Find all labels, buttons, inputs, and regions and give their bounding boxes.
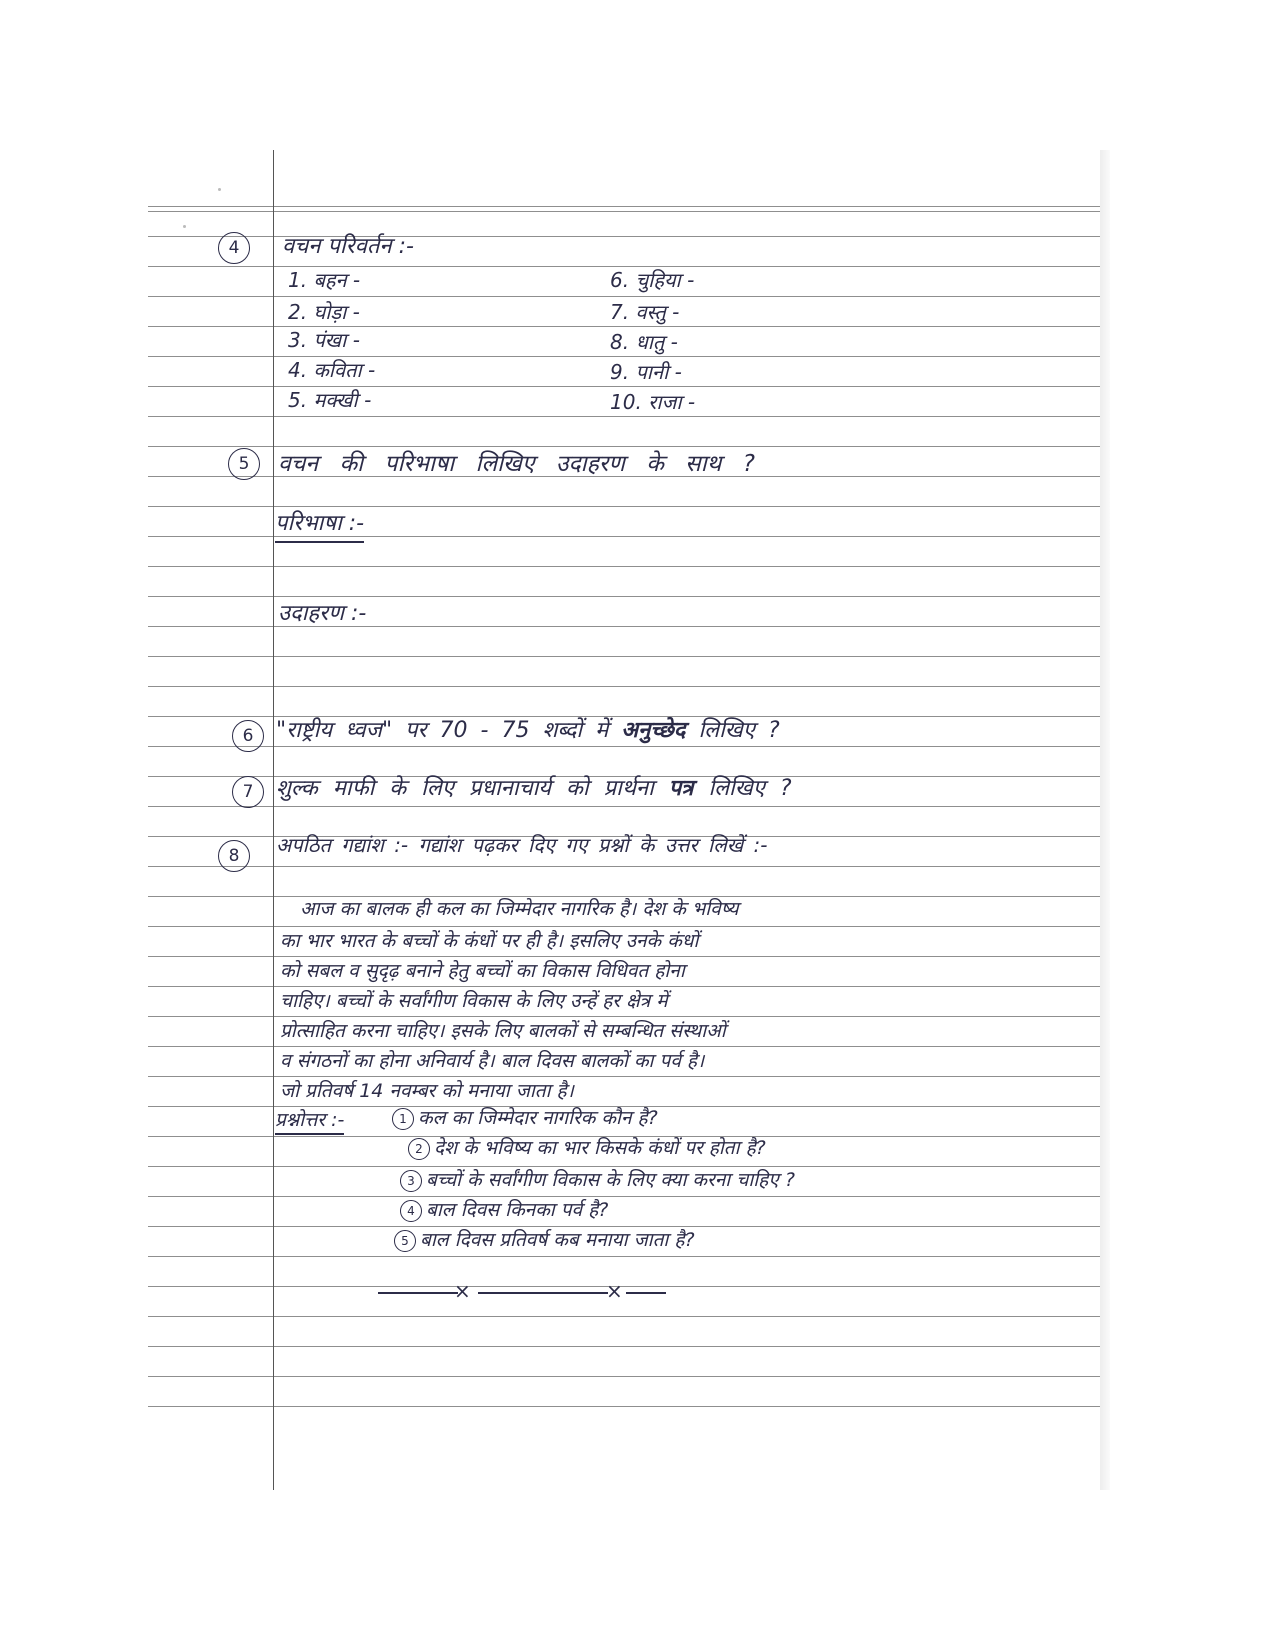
q4-item: 4. कविता - bbox=[288, 358, 376, 382]
definition-label: परिभाषा :- bbox=[275, 507, 364, 543]
ruled-line bbox=[148, 1196, 1108, 1197]
sub-question-number: 1 bbox=[392, 1108, 414, 1130]
passage-line: का भार भारत के बच्चों के कंधों पर ही है। इसलिए उनके कंधों bbox=[280, 930, 699, 952]
scan-speck bbox=[218, 188, 221, 191]
sub-question-5 bbox=[394, 1226, 695, 1252]
qa-label: प्रश्नोत्तर :- bbox=[275, 1106, 344, 1135]
question-6-part1: "राष्ट्रीय ध्वज" पर 70 - 75 शब्दों में bbox=[276, 718, 609, 743]
ruled-line bbox=[148, 686, 1108, 687]
passage-line: को सबल व सुदृढ़ बनाने हेतु बच्चों का विकास विधिवत होना bbox=[280, 960, 685, 982]
ruled-line bbox=[148, 1256, 1108, 1257]
question-6-bold-word: अनुच्छेद bbox=[621, 718, 686, 743]
passage-line: व संगठनों का होना अनिवार्य है। बाल दिवस बालकों का पर्व है। bbox=[280, 1050, 705, 1072]
ruled-line bbox=[148, 416, 1108, 417]
q4-item: 8. धातु - bbox=[610, 330, 678, 354]
ruled-line bbox=[148, 866, 1108, 867]
sub-question-number: 4 bbox=[400, 1200, 422, 1222]
passage-line: चाहिए। बच्चों के सर्वांगीण विकास के लिए उन्हें हर क्षेत्र में bbox=[280, 990, 668, 1012]
question-5-number: 5 bbox=[228, 448, 260, 480]
sub-question-number: 5 bbox=[394, 1230, 416, 1252]
q4-item: 9. पानी - bbox=[610, 360, 682, 384]
question-6-part2: लिखिए ? bbox=[698, 718, 780, 743]
ruled-line bbox=[148, 296, 1108, 297]
q4-item: 7. वस्तु - bbox=[610, 300, 680, 324]
passage-line: आज का बालक ही कल का जिम्मेदार नागरिक है। देश के भविष्य bbox=[300, 898, 739, 920]
end-line bbox=[478, 1292, 608, 1294]
ruled-line bbox=[148, 1316, 1108, 1317]
example-label: उदाहरण :- bbox=[278, 601, 367, 626]
question-7-part2: लिखिए ? bbox=[708, 776, 792, 801]
ruled-line bbox=[148, 746, 1108, 747]
sub-question-3 bbox=[400, 1166, 795, 1192]
ruled-line bbox=[148, 566, 1108, 567]
ruled-line bbox=[148, 656, 1108, 657]
ruled-line bbox=[148, 806, 1108, 807]
question-5-text: वचन की परिभाषा लिखिए उदाहरण के साथ ? bbox=[278, 451, 755, 477]
end-mark: × bbox=[454, 1279, 471, 1303]
sub-question-number: 3 bbox=[400, 1170, 422, 1192]
q4-item: 1. बहन - bbox=[288, 268, 361, 292]
sub-question-4 bbox=[400, 1196, 608, 1222]
q4-item: 10. राजा - bbox=[610, 390, 696, 414]
question-4-number: 4 bbox=[218, 232, 250, 264]
end-line bbox=[378, 1292, 458, 1294]
q4-item: 2. घोड़ा - bbox=[288, 300, 360, 324]
margin-line bbox=[273, 150, 274, 1490]
sub-question-number: 2 bbox=[408, 1138, 430, 1160]
scan-speck bbox=[183, 225, 186, 228]
sub-question-2 bbox=[408, 1134, 766, 1160]
ruled-line bbox=[148, 1286, 1108, 1287]
passage-line: प्रोत्साहित करना चाहिए। इसके लिए बालकों से सम्बन्धित संस्थाओं bbox=[280, 1020, 726, 1042]
passage-line: जो प्रतिवर्ष 14 नवम्बर को मनाया जाता है। bbox=[280, 1080, 574, 1102]
question-8-text: अपठित गद्यांश :- गद्यांश पढ़कर दिए गए प्रश्नों के उत्तर लिखें :- bbox=[276, 833, 768, 857]
question-6-number: 6 bbox=[232, 720, 264, 752]
sub-question-text: देश के भविष्य का भार किसके कंधों पर होता है? bbox=[434, 1137, 766, 1159]
sub-question-1 bbox=[392, 1104, 658, 1130]
q4-item: 5. मक्खी - bbox=[288, 388, 372, 412]
ruled-line bbox=[148, 206, 1108, 207]
question-6-text bbox=[276, 714, 780, 744]
end-line bbox=[626, 1292, 666, 1294]
question-7-number: 7 bbox=[232, 776, 264, 808]
sub-question-text: बच्चों के सर्वांगीण विकास के लिए क्या करना चाहिए ? bbox=[426, 1169, 795, 1191]
sheet-edge-shadow bbox=[1100, 150, 1110, 1490]
question-7-bold-word: पत्र bbox=[668, 776, 694, 801]
question-8-number: 8 bbox=[218, 840, 250, 872]
ruled-line bbox=[148, 1406, 1108, 1407]
sub-question-text: कल का जिम्मेदार नागरिक कौन है? bbox=[418, 1107, 658, 1129]
question-7-text bbox=[276, 772, 792, 802]
ruled-line bbox=[148, 1376, 1108, 1377]
ruled-line bbox=[148, 1346, 1108, 1347]
end-mark: × bbox=[606, 1279, 623, 1303]
ruled-line bbox=[148, 211, 1108, 212]
sub-question-text: बाल दिवस प्रतिवर्ष कब मनाया जाता है? bbox=[420, 1229, 695, 1251]
question-7-part1: शुल्क माफी के लिए प्रधानाचार्य को प्रार्थना bbox=[276, 776, 654, 801]
question-4-title: वचन परिवर्तन :- bbox=[282, 234, 414, 259]
sub-question-text: बाल दिवस किनका पर्व है? bbox=[426, 1199, 609, 1221]
q4-item: 3. पंखा - bbox=[288, 328, 360, 352]
q4-item: 6. चुहिया - bbox=[610, 268, 695, 292]
